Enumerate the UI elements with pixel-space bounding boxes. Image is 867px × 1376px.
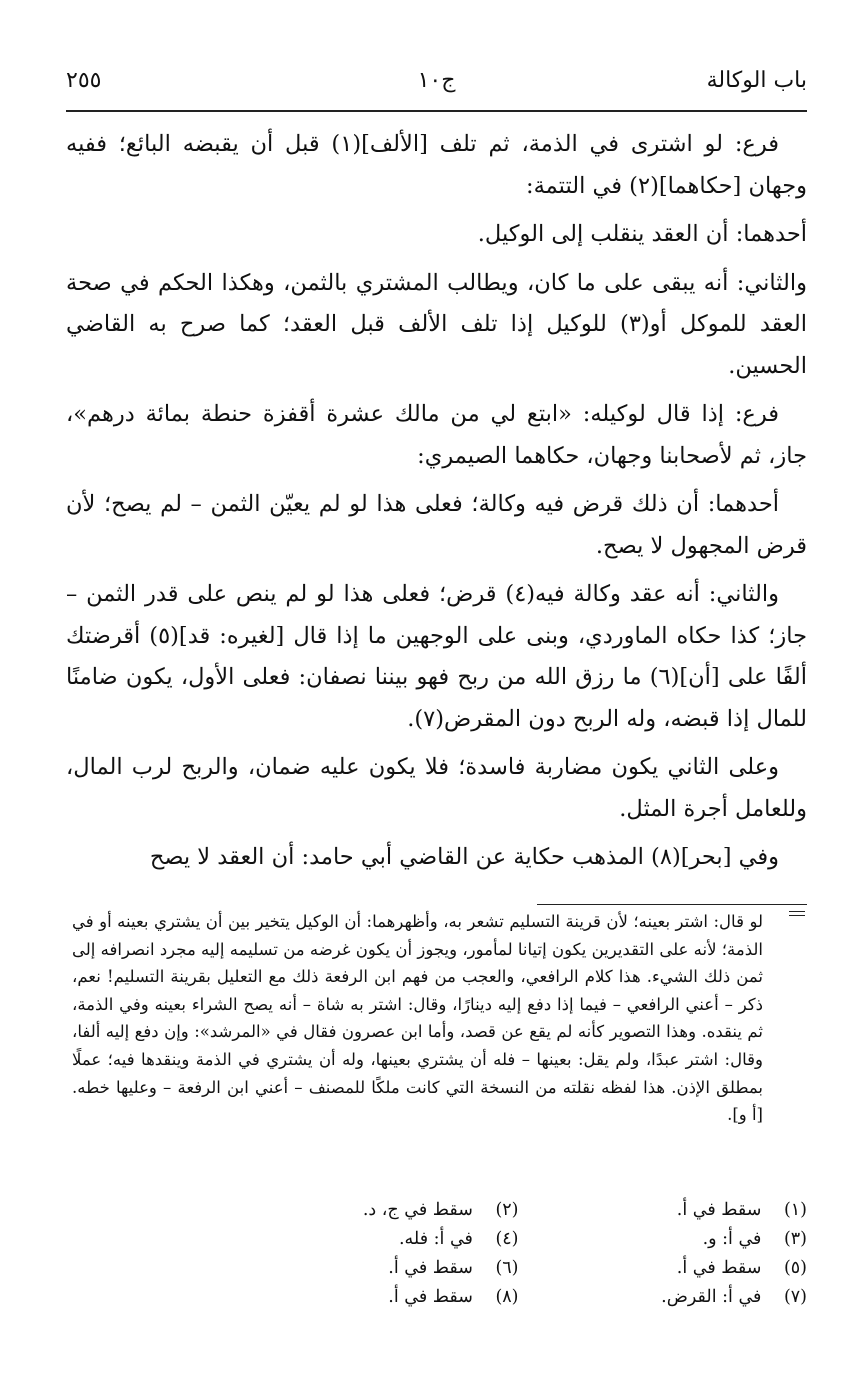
footnote-text: سقط في أ.	[676, 1200, 762, 1220]
footnote-item	[559, 1254, 808, 1283]
footnote-number: (١)	[783, 1200, 807, 1220]
footnote-text: سقط في ج، د.	[362, 1200, 473, 1220]
paragraph: وفي [بحر](٨) المذهب حكاية عن القاضي أبي حامد: أن العقد لا يصح	[149, 844, 779, 870]
footnote-item	[559, 1196, 808, 1225]
footnote-text: في أ: فله.	[398, 1229, 473, 1249]
running-header	[66, 68, 807, 108]
paragraph: فرع: لو اشترى في الذمة، ثم تلف [الألف](١) قبل أن يقبضه البائع؛ ففيه وجهان [حكاهما](٢) في التتمة:	[66, 131, 807, 199]
footnote-text: سقط في أ.	[676, 1258, 762, 1278]
paragraph: أحدهما: أن العقد ينقلب إلى الوكيل.	[477, 221, 807, 247]
chapter-title: باب الوكالة	[706, 68, 807, 93]
paragraph: والثاني: أنه يبقى على ما كان، ويطالب المشتري بالثمن، وهكذا الحكم في صحة العقد للموكل أو(٣) للوكيل إذا تلف الألف قبل العقد؛ كما صرح به القاضي الحسين.	[66, 269, 807, 379]
continuation-mark	[789, 911, 805, 919]
footnote-number: (٢)	[495, 1200, 519, 1220]
footnote-number: (٧)	[783, 1287, 807, 1307]
footnote-list	[270, 1196, 807, 1312]
footnote-text: في أ: و.	[702, 1229, 762, 1249]
footnote-item	[270, 1225, 519, 1254]
footnote-item	[559, 1225, 808, 1254]
main-text	[66, 124, 807, 886]
footnote-divider	[537, 904, 807, 905]
footnote-text: سقط في أ.	[388, 1287, 473, 1307]
footnote-text: في أ: القرض.	[661, 1287, 762, 1307]
paragraph: وعلى الثاني يكون مضاربة فاسدة؛ فلا يكون عليه ضمان، والربح لرب المال، وللعامل أجرة المثل.	[66, 754, 807, 822]
footnote-item	[559, 1283, 808, 1312]
volume-label: ج١٠	[417, 68, 456, 93]
footnote-text: سقط في أ.	[388, 1258, 473, 1278]
page-number: ٢٥٥	[66, 68, 102, 93]
footnote-number: (٣)	[783, 1229, 807, 1249]
paragraph: أحدهما: أن ذلك قرض فيه وكالة؛ فعلى هذا لو لم يعيّن الثمن – لم يصح؛ لأن قرض المجهول لا يصح.	[66, 491, 807, 559]
footnote-number: (٦)	[495, 1258, 519, 1278]
footnote-continuation: لو قال: اشتر بعينه؛ لأن قرينة التسليم تشعر به، وأظهرهما: أن الوكيل يتخير بين أن يشتري بعينه أو في الذمة؛ لأنه على التقديرين يكون إتيانا لمأمور، ويجوز أن يكون غرضه من تسليمه إليه مجرد انصرافه إلى ثمن ذلك الشيء. هذا كلام الرافعي، والعجب من فهم ابن الرفعة ذلك مع التعليل بقرينة التسليم! نعم، ذكر – أعني الرافعي – فيما إذا دفع إليه دينارًا، وقال: اشتر به شاة – أنه يصح الشراء بعينه وفي الذمة، ثم ينقده. وهذا التصوير كأنه لم يقع عن قصد، وأما ابن عصرون فقال في «المرشد»: وإن دفع إليه ألفا، وقال: اشتر عبدًا، ولم يقل: بعينها – فله أن يشتري بعينها، وله أن يشتري في الذمة وينقدها فيه؛ عملًا بمطلق الإذن. هذا لفظه نقلته من النسخة التي كانت ملكًا للمصنف – أعني ابن الرفعة – وعليها خطه. [أ و].	[72, 912, 763, 1125]
footnote-item	[270, 1283, 519, 1312]
footnote-item	[270, 1254, 519, 1283]
header-divider	[66, 110, 807, 112]
footnote-number: (٥)	[783, 1258, 807, 1278]
paragraph: فرع: إذا قال لوكيله: «ابتع لي من مالك عشرة أقفزة حنطة بمائة درهم»، جاز، ثم لأصحابنا وجهان، حكاهما الصيمري:	[66, 401, 807, 469]
footnote-number: (٤)	[495, 1229, 519, 1249]
footnote-item	[270, 1196, 519, 1225]
footnote-number: (٨)	[495, 1287, 519, 1307]
paragraph: والثاني: أنه عقد وكالة فيه(٤) قرض؛ فعلى هذا لو لم ينص على قدر الثمن – جاز؛ كذا حكاه الماوردي، وبنى على الوجهين ما إذا قال [لغيره: قد](٥) أقرضتك ألفًا على [أن](٦) ما رزق الله من ربح فهو بيننا نصفان: فعلى الأول، يكون ضامنًا للمال إذا قبضه، وله الربح دون المقرض(٧).	[66, 581, 807, 732]
